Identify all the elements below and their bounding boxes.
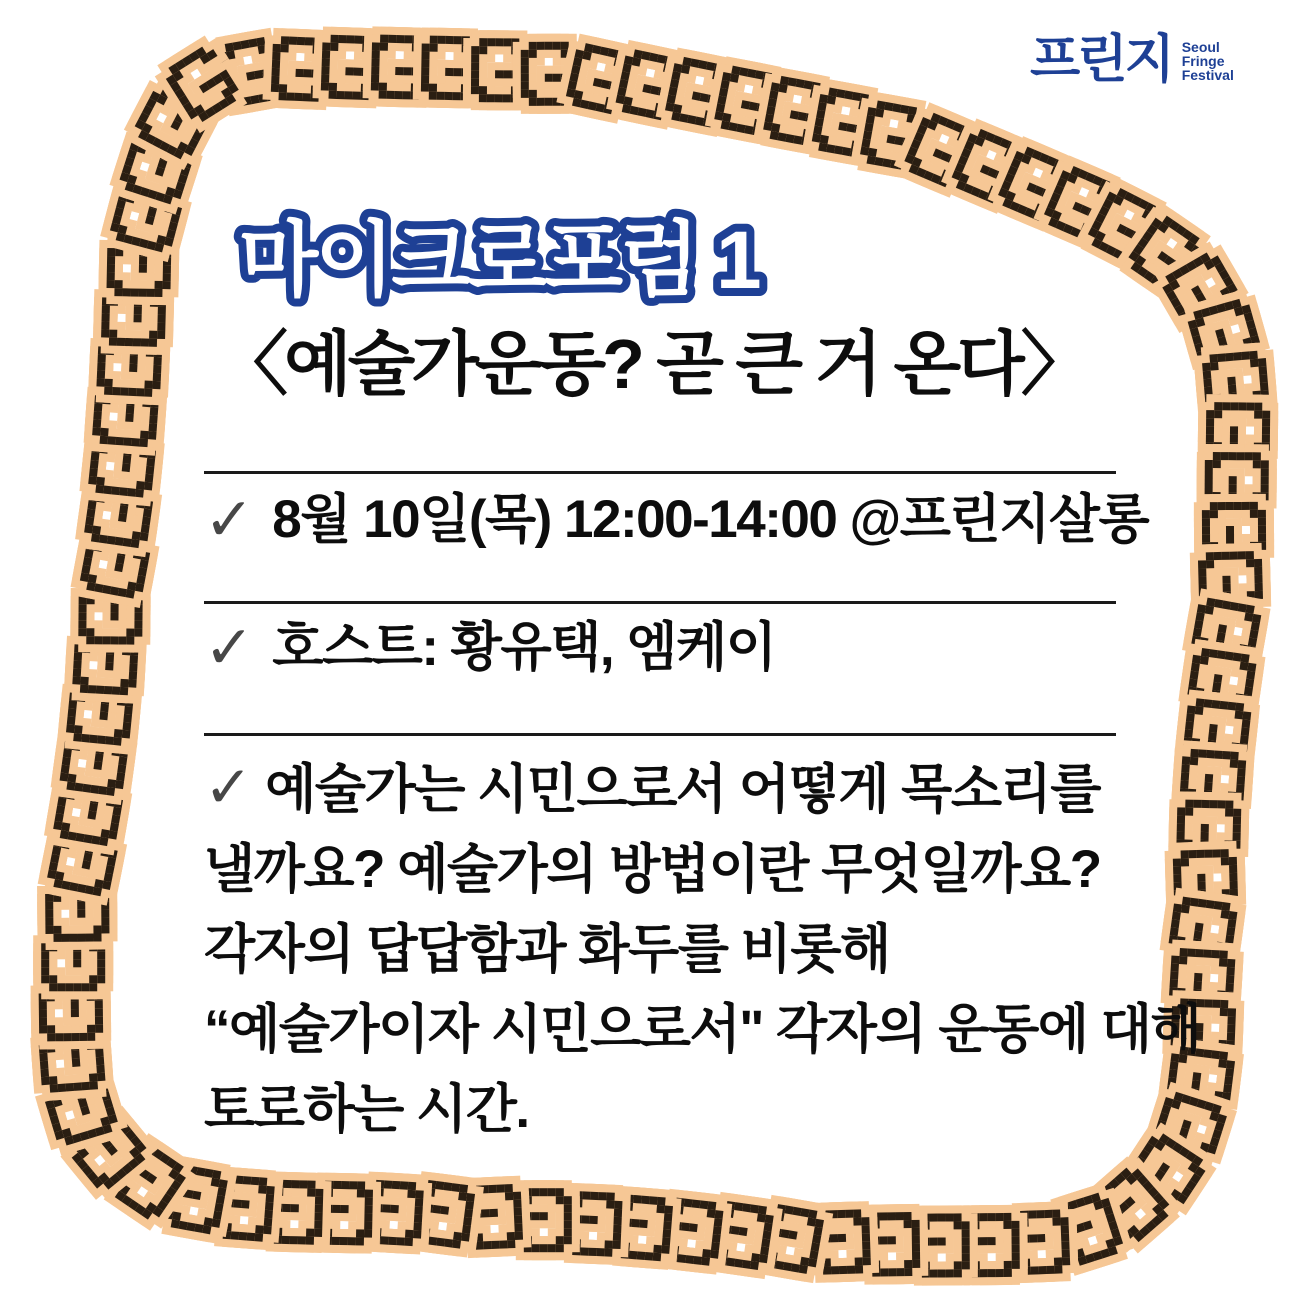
fringe-festival-logo [1030,31,1234,89]
description-text: 예술가는 시민으로서 어떻게 목소리를 [265,760,1100,819]
fringe-logo-wordmark: 프린지 [1030,31,1172,89]
logo-subtext-line: Seoul [1181,39,1220,55]
event-datetime-text: 8월 10일(목) 12:00-14:00 @프린지살롱 [272,490,1149,549]
logo-subtext-line: Fringe [1181,53,1225,69]
checkmark-icon: ✓ [204,614,255,681]
description-line [204,748,1164,830]
divider-line [204,601,1116,604]
event-datetime-row [204,488,1148,552]
title-block [215,190,935,325]
description-line: 각자의 답답함과 화두를 비롯해 [204,920,890,979]
event-description [204,748,1201,1150]
event-host-text: 호스트: 황유택, 엠케이 [272,618,776,677]
checkmark-icon: ✓ [204,486,255,553]
event-host-row [204,616,775,680]
page-title: 마이크로포럼 1 [239,215,759,306]
divider-line [204,733,1116,736]
logo-subtext-line: Festival [1181,67,1234,83]
checkmark-icon: ✓ [204,755,252,820]
divider-line [204,471,1116,474]
fringe-logo-subtext [1182,40,1234,82]
event-subtitle: 〈예술가운동? 곧 큰 거 온다〉 [218,325,1087,403]
description-line: 낼까요? 예술가의 방법이란 무엇일까요? [204,840,1101,899]
description-line: “예술가이자 시민으로서" 각자의 운동에 대해 [204,1000,1201,1059]
description-line: 토로하는 시간. [204,1080,529,1139]
